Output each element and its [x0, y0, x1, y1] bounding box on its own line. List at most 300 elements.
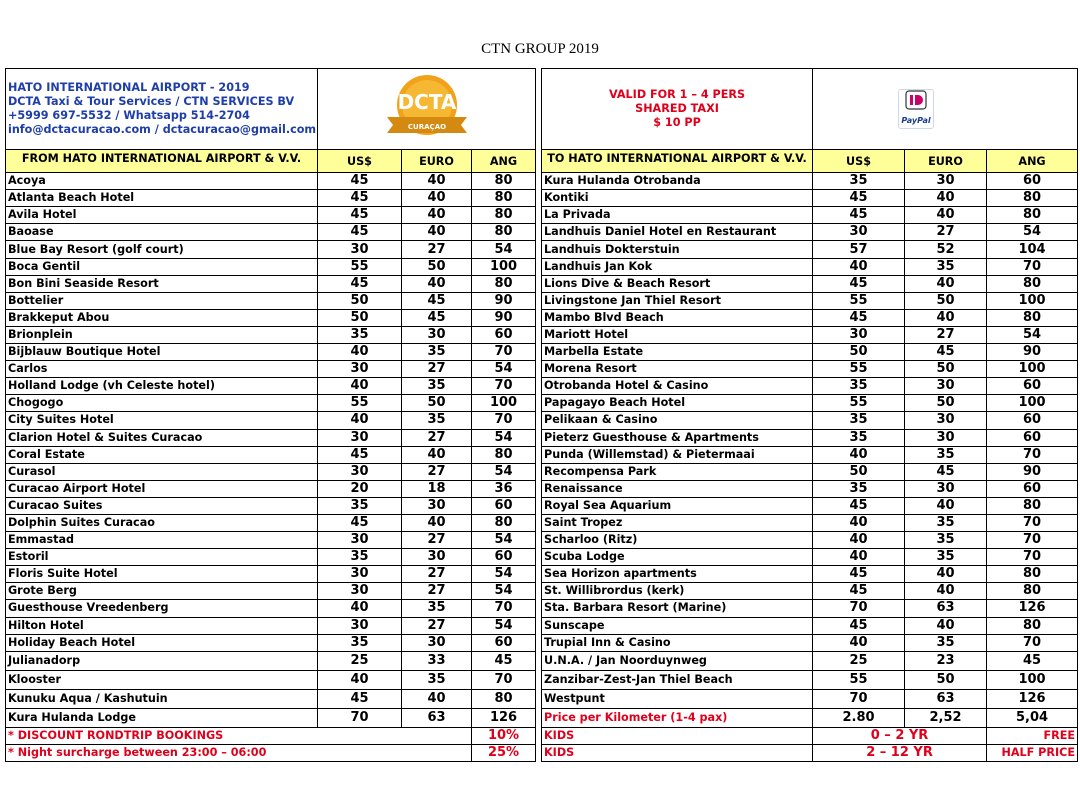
valid-line-pers: VALID FOR 1 – 4 PERS: [608, 88, 746, 101]
left-euro-cell: 30: [402, 326, 472, 343]
right-ang-cell: 100: [987, 395, 1078, 412]
right-euro-cell: 30: [905, 429, 987, 446]
contact-line-email: info@dctacuracao.com / dctacuracao@gmail.com: [8, 123, 317, 136]
table-row: [6, 412, 1078, 429]
right-destination-cell: Landhuis Daniel Hotel en Restaurant: [542, 224, 813, 241]
left-destination-cell: Guesthouse Vreedenberg: [6, 600, 318, 617]
logo-ribbon-text: CURAÇAO: [407, 123, 446, 131]
footer-right-value: FREE: [987, 727, 1078, 744]
right-ang-header: ANG: [987, 150, 1078, 173]
right-ang-cell: 100: [987, 670, 1078, 689]
left-euro-cell: 40: [402, 446, 472, 463]
right-usd-cell: 45: [813, 309, 905, 326]
right-ang-cell: 5,04: [987, 708, 1078, 727]
table-row: [6, 429, 1078, 446]
right-destination-cell: U.N.A. / Jan Noorduynweg: [542, 651, 813, 670]
left-usd-cell: 50: [318, 309, 402, 326]
left-destination-cell: Julianadorp: [6, 651, 318, 670]
left-ang-cell: 54: [472, 429, 536, 446]
valid-line-shared: SHARED TAXI: [635, 102, 719, 115]
left-destination-cell: Coral Estate: [6, 446, 318, 463]
left-euro-cell: 27: [402, 241, 472, 258]
left-euro-cell: 40: [402, 173, 472, 190]
left-usd-cell: 45: [318, 173, 402, 190]
right-euro-cell: 40: [905, 566, 987, 583]
right-ang-cell: 60: [987, 173, 1078, 190]
left-ang-cell: 54: [472, 583, 536, 600]
right-ang-cell: 54: [987, 224, 1078, 241]
right-destination-cell: Zanzibar-Zest-Jan Thiel Beach: [542, 670, 813, 689]
table-row: [6, 670, 1078, 689]
left-ang-cell: 60: [472, 497, 536, 514]
table-row: [6, 173, 1078, 190]
ideal-icon: [905, 90, 927, 110]
paypal-logo-icon: [898, 89, 934, 129]
left-euro-cell: 40: [402, 514, 472, 531]
left-destination-cell: Klooster: [6, 670, 318, 689]
table-row: [6, 600, 1078, 617]
logo-cell: [318, 69, 536, 150]
right-usd-cell: 45: [813, 617, 905, 634]
left-ang-cell: 80: [472, 446, 536, 463]
right-ang-cell: 80: [987, 275, 1078, 292]
right-euro-cell: 40: [905, 617, 987, 634]
left-usd-cell: 30: [318, 617, 402, 634]
table-row: [6, 566, 1078, 583]
left-ang-cell: 54: [472, 617, 536, 634]
left-usd-header: US$: [318, 150, 402, 173]
right-usd-cell: 35: [813, 378, 905, 395]
right-euro-cell: 35: [905, 514, 987, 531]
left-destination-cell: Brakkeput Abou: [6, 309, 318, 326]
valid-block: [542, 69, 813, 150]
footer-left-value: 10%: [472, 727, 536, 744]
right-usd-cell: 35: [813, 480, 905, 497]
right-destination-cell: St. Willibrordus (kerk): [542, 583, 813, 600]
footer-row: [6, 727, 1078, 744]
right-usd-header: US$: [813, 150, 905, 173]
left-euro-cell: 35: [402, 670, 472, 689]
table-row: [6, 309, 1078, 326]
right-usd-cell: 50: [813, 344, 905, 361]
contact-line-airport: HATO INTERNATIONAL AIRPORT - 2019: [8, 81, 250, 94]
left-destination-cell: Bijblauw Boutique Hotel: [6, 344, 318, 361]
right-destination-cell: Kura Hulanda Otrobanda: [542, 173, 813, 190]
footer-right-value: HALF PRICE: [987, 744, 1078, 761]
table-row: [6, 395, 1078, 412]
left-destination-cell: City Suites Hotel: [6, 412, 318, 429]
left-euro-cell: 35: [402, 344, 472, 361]
left-euro-cell: 35: [402, 412, 472, 429]
table-row: [6, 275, 1078, 292]
right-usd-cell: 55: [813, 670, 905, 689]
right-usd-cell: 45: [813, 207, 905, 224]
left-ang-cell: 70: [472, 600, 536, 617]
left-ang-cell: 54: [472, 532, 536, 549]
left-usd-cell: 30: [318, 429, 402, 446]
right-ang-cell: 126: [987, 600, 1078, 617]
right-ang-cell: 45: [987, 651, 1078, 670]
left-euro-cell: 27: [402, 361, 472, 378]
table-row: [6, 446, 1078, 463]
left-ang-cell: 80: [472, 190, 536, 207]
left-destination-header: FROM HATO INTERNATIONAL AIRPORT & V.V.: [6, 150, 318, 173]
right-ang-cell: 70: [987, 549, 1078, 566]
logo-text: DCTA: [397, 90, 456, 114]
right-destination-cell: Lions Dive & Beach Resort: [542, 275, 813, 292]
right-destination-cell: Landhuis Jan Kok: [542, 258, 813, 275]
left-ang-cell: 60: [472, 634, 536, 651]
right-euro-cell: 30: [905, 412, 987, 429]
right-euro-cell: 45: [905, 463, 987, 480]
table-row: [6, 617, 1078, 634]
left-euro-cell: 33: [402, 651, 472, 670]
right-euro-cell: 35: [905, 532, 987, 549]
left-usd-cell: 25: [318, 651, 402, 670]
left-destination-cell: Floris Suite Hotel: [6, 566, 318, 583]
left-ang-cell: 100: [472, 258, 536, 275]
left-ang-cell: 70: [472, 412, 536, 429]
right-euro-cell: 35: [905, 258, 987, 275]
right-usd-cell: 55: [813, 361, 905, 378]
right-destination-cell: Scharloo (Ritz): [542, 532, 813, 549]
table-row: [6, 689, 1078, 708]
left-euro-cell: 45: [402, 292, 472, 309]
left-destination-cell: Carlos: [6, 361, 318, 378]
left-ang-cell: 54: [472, 361, 536, 378]
left-euro-cell: 27: [402, 617, 472, 634]
right-usd-cell: 40: [813, 634, 905, 651]
right-ang-cell: 100: [987, 361, 1078, 378]
right-usd-cell: 45: [813, 190, 905, 207]
table-row: [6, 241, 1078, 258]
left-usd-cell: 35: [318, 326, 402, 343]
right-ang-cell: 80: [987, 583, 1078, 600]
left-usd-cell: 35: [318, 549, 402, 566]
right-euro-cell: 40: [905, 207, 987, 224]
right-euro-cell: 50: [905, 670, 987, 689]
right-usd-cell: 70: [813, 600, 905, 617]
left-destination-cell: Chogogo: [6, 395, 318, 412]
right-usd-cell: 45: [813, 497, 905, 514]
table-row: [6, 344, 1078, 361]
right-destination-cell: Pieterz Guesthouse & Apartments: [542, 429, 813, 446]
table-row: [6, 463, 1078, 480]
right-usd-cell: 30: [813, 224, 905, 241]
left-euro-cell: 50: [402, 258, 472, 275]
right-ang-cell: 90: [987, 344, 1078, 361]
left-destination-cell: Avila Hotel: [6, 207, 318, 224]
left-euro-cell: 27: [402, 429, 472, 446]
right-euro-cell: 35: [905, 446, 987, 463]
left-usd-cell: 30: [318, 583, 402, 600]
left-usd-cell: 45: [318, 190, 402, 207]
left-euro-cell: 35: [402, 600, 472, 617]
left-destination-cell: Holiday Beach Hotel: [6, 634, 318, 651]
right-usd-cell: 35: [813, 173, 905, 190]
left-destination-cell: Curasol: [6, 463, 318, 480]
table-row: [6, 207, 1078, 224]
right-usd-cell: 57: [813, 241, 905, 258]
left-ang-cell: 126: [472, 708, 536, 727]
right-usd-cell: 50: [813, 463, 905, 480]
left-ang-cell: 54: [472, 241, 536, 258]
left-ang-cell: 80: [472, 173, 536, 190]
right-destination-cell: Otrobanda Hotel & Casino: [542, 378, 813, 395]
right-ang-cell: 126: [987, 689, 1078, 708]
right-destination-cell: Trupial Inn & Casino: [542, 634, 813, 651]
right-euro-cell: 52: [905, 241, 987, 258]
left-usd-cell: 45: [318, 207, 402, 224]
right-destination-cell: Kontiki: [542, 190, 813, 207]
right-ang-cell: 60: [987, 480, 1078, 497]
right-destination-cell: Royal Sea Aquarium: [542, 497, 813, 514]
left-destination-cell: Estoril: [6, 549, 318, 566]
dcta-logo-icon: [381, 73, 473, 145]
right-ang-cell: 80: [987, 566, 1078, 583]
left-destination-cell: Bottelier: [6, 292, 318, 309]
right-euro-cell: 30: [905, 173, 987, 190]
right-destination-cell: Saint Tropez: [542, 514, 813, 531]
left-usd-cell: 30: [318, 463, 402, 480]
left-usd-cell: 40: [318, 412, 402, 429]
left-euro-cell: 27: [402, 566, 472, 583]
right-destination-cell: Livingstone Jan Thiel Resort: [542, 292, 813, 309]
right-ang-cell: 80: [987, 207, 1078, 224]
right-ang-cell: 100: [987, 292, 1078, 309]
footer-right-label: KIDS: [542, 744, 813, 761]
table-row: [6, 549, 1078, 566]
right-usd-cell: 40: [813, 514, 905, 531]
left-usd-cell: 40: [318, 670, 402, 689]
right-ang-cell: 70: [987, 532, 1078, 549]
right-ang-cell: 70: [987, 446, 1078, 463]
right-usd-cell: 2.80: [813, 708, 905, 727]
left-usd-cell: 55: [318, 258, 402, 275]
left-euro-cell: 30: [402, 497, 472, 514]
left-ang-header: ANG: [472, 150, 536, 173]
right-destination-cell: Recompensa Park: [542, 463, 813, 480]
left-ang-cell: 70: [472, 378, 536, 395]
right-usd-cell: 40: [813, 258, 905, 275]
table-row: [6, 514, 1078, 531]
left-usd-cell: 50: [318, 292, 402, 309]
left-usd-cell: 70: [318, 708, 402, 727]
left-ang-cell: 80: [472, 689, 536, 708]
table-row: [6, 292, 1078, 309]
left-destination-cell: Atlanta Beach Hotel: [6, 190, 318, 207]
left-euro-cell: 30: [402, 634, 472, 651]
right-ang-cell: 80: [987, 497, 1078, 514]
table-row: [6, 532, 1078, 549]
info-row: [6, 69, 1078, 150]
right-euro-cell: 2,52: [905, 708, 987, 727]
left-ang-cell: 100: [472, 395, 536, 412]
right-usd-cell: 45: [813, 275, 905, 292]
right-ang-cell: 80: [987, 617, 1078, 634]
footer-row: [6, 744, 1078, 761]
price-per-km-label: Price per Kilometer (1-4 pax): [542, 708, 813, 727]
right-destination-cell: Mariott Hotel: [542, 326, 813, 343]
footer-right-age: 2 – 12 YR: [813, 744, 987, 761]
contact-block: [6, 69, 318, 150]
right-ang-cell: 80: [987, 309, 1078, 326]
left-ang-cell: 60: [472, 326, 536, 343]
right-usd-cell: 70: [813, 689, 905, 708]
left-usd-cell: 45: [318, 446, 402, 463]
right-euro-cell: 63: [905, 600, 987, 617]
left-ang-cell: 36: [472, 480, 536, 497]
left-euro-cell: 30: [402, 549, 472, 566]
right-euro-cell: 27: [905, 326, 987, 343]
left-destination-cell: Hilton Hotel: [6, 617, 318, 634]
left-usd-cell: 45: [318, 689, 402, 708]
right-euro-cell: 45: [905, 344, 987, 361]
right-ang-cell: 60: [987, 378, 1078, 395]
left-usd-cell: 30: [318, 566, 402, 583]
right-destination-cell: Morena Resort: [542, 361, 813, 378]
right-euro-cell: 50: [905, 361, 987, 378]
left-ang-cell: 80: [472, 207, 536, 224]
right-usd-cell: 40: [813, 549, 905, 566]
left-ang-cell: 54: [472, 463, 536, 480]
left-euro-cell: 40: [402, 224, 472, 241]
left-euro-cell: 40: [402, 190, 472, 207]
right-euro-cell: 27: [905, 224, 987, 241]
left-usd-cell: 40: [318, 600, 402, 617]
left-ang-cell: 80: [472, 514, 536, 531]
right-destination-cell: Renaissance: [542, 480, 813, 497]
left-destination-cell: Grote Berg: [6, 583, 318, 600]
left-ang-cell: 80: [472, 224, 536, 241]
left-destination-cell: Boca Gentil: [6, 258, 318, 275]
left-ang-cell: 54: [472, 566, 536, 583]
right-ang-cell: 60: [987, 429, 1078, 446]
left-ang-cell: 45: [472, 651, 536, 670]
right-destination-cell: Sunscape: [542, 617, 813, 634]
right-usd-cell: 25: [813, 651, 905, 670]
right-destination-cell: Landhuis Dokterstuin: [542, 241, 813, 258]
right-ang-cell: 90: [987, 463, 1078, 480]
right-usd-cell: 30: [813, 326, 905, 343]
right-usd-cell: 55: [813, 292, 905, 309]
right-destination-header: TO HATO INTERNATIONAL AIRPORT & V.V.: [542, 150, 813, 173]
table-row: [6, 224, 1078, 241]
right-usd-cell: 35: [813, 429, 905, 446]
left-usd-cell: 30: [318, 361, 402, 378]
left-euro-cell: 40: [402, 207, 472, 224]
footer-right-age: 0 – 2 YR: [813, 727, 987, 744]
footer-left-value: 25%: [472, 744, 536, 761]
right-usd-cell: 35: [813, 412, 905, 429]
right-euro-cell: 40: [905, 309, 987, 326]
left-destination-cell: Holland Lodge (vh Celeste hotel): [6, 378, 318, 395]
left-destination-cell: Curacao Suites: [6, 497, 318, 514]
right-usd-cell: 40: [813, 446, 905, 463]
right-destination-cell: Marbella Estate: [542, 344, 813, 361]
left-destination-cell: Bon Bini Seaside Resort: [6, 275, 318, 292]
table-row: [6, 634, 1078, 651]
left-destination-cell: Brionplein: [6, 326, 318, 343]
left-euro-cell: 27: [402, 463, 472, 480]
left-euro-header: EURO: [402, 150, 472, 173]
valid-line-price: $ 10 PP: [653, 116, 701, 129]
left-destination-cell: Curacao Airport Hotel: [6, 480, 318, 497]
right-euro-header: EURO: [905, 150, 987, 173]
left-euro-cell: 40: [402, 275, 472, 292]
left-euro-cell: 63: [402, 708, 472, 727]
right-ang-cell: 54: [987, 326, 1078, 343]
left-usd-cell: 40: [318, 378, 402, 395]
left-ang-cell: 70: [472, 670, 536, 689]
right-euro-cell: 23: [905, 651, 987, 670]
left-usd-cell: 45: [318, 224, 402, 241]
footer-left-label: * DISCOUNT RONDTRIP BOOKINGS: [6, 727, 472, 744]
left-destination-cell: Acoya: [6, 173, 318, 190]
footer-left-label: * Night surcharge between 23:00 – 06:00: [6, 744, 472, 761]
left-usd-cell: 30: [318, 241, 402, 258]
left-destination-cell: Emmastad: [6, 532, 318, 549]
left-usd-cell: 35: [318, 497, 402, 514]
table-row: [6, 190, 1078, 207]
left-usd-cell: 30: [318, 532, 402, 549]
left-euro-cell: 27: [402, 532, 472, 549]
left-destination-cell: Kunuku Aqua / Kashutuin: [6, 689, 318, 708]
left-usd-cell: 45: [318, 275, 402, 292]
right-usd-cell: 45: [813, 583, 905, 600]
left-euro-cell: 40: [402, 689, 472, 708]
table-row: [6, 326, 1078, 343]
right-euro-cell: 40: [905, 275, 987, 292]
table-row: [6, 583, 1078, 600]
table-row: [6, 497, 1078, 514]
right-ang-cell: 60: [987, 412, 1078, 429]
table-row: [6, 258, 1078, 275]
left-usd-cell: 55: [318, 395, 402, 412]
left-euro-cell: 18: [402, 480, 472, 497]
left-euro-cell: 27: [402, 583, 472, 600]
right-destination-cell: La Privada: [542, 207, 813, 224]
table-row: [6, 361, 1078, 378]
right-euro-cell: 50: [905, 395, 987, 412]
right-ang-cell: 70: [987, 514, 1078, 531]
left-ang-cell: 90: [472, 292, 536, 309]
right-destination-cell: Scuba Lodge: [542, 549, 813, 566]
price-table: [5, 68, 1078, 762]
right-euro-cell: 40: [905, 497, 987, 514]
right-destination-cell: Pelikaan & Casino: [542, 412, 813, 429]
table-row: [6, 651, 1078, 670]
right-destination-cell: Sea Horizon apartments: [542, 566, 813, 583]
contact-line-phone: +5999 697-5532 / Whatsapp 514-2704: [8, 109, 250, 122]
right-ang-cell: 104: [987, 241, 1078, 258]
right-usd-cell: 45: [813, 566, 905, 583]
footer-right-label: KIDS: [542, 727, 813, 744]
left-usd-cell: 20: [318, 480, 402, 497]
left-ang-cell: 60: [472, 549, 536, 566]
right-euro-cell: 30: [905, 480, 987, 497]
column-header-row: [6, 150, 1078, 173]
right-destination-cell: Punda (Willemstad) & Pietermaai: [542, 446, 813, 463]
left-ang-cell: 90: [472, 309, 536, 326]
right-euro-cell: 50: [905, 292, 987, 309]
left-destination-cell: Kura Hulanda Lodge: [6, 708, 318, 727]
left-destination-cell: Blue Bay Resort (golf court): [6, 241, 318, 258]
contact-line-company: DCTA Taxi & Tour Services / CTN SERVICES BV: [8, 95, 295, 108]
paypal-label: PayPal: [901, 116, 931, 125]
table-row: [6, 480, 1078, 497]
right-euro-cell: 40: [905, 583, 987, 600]
